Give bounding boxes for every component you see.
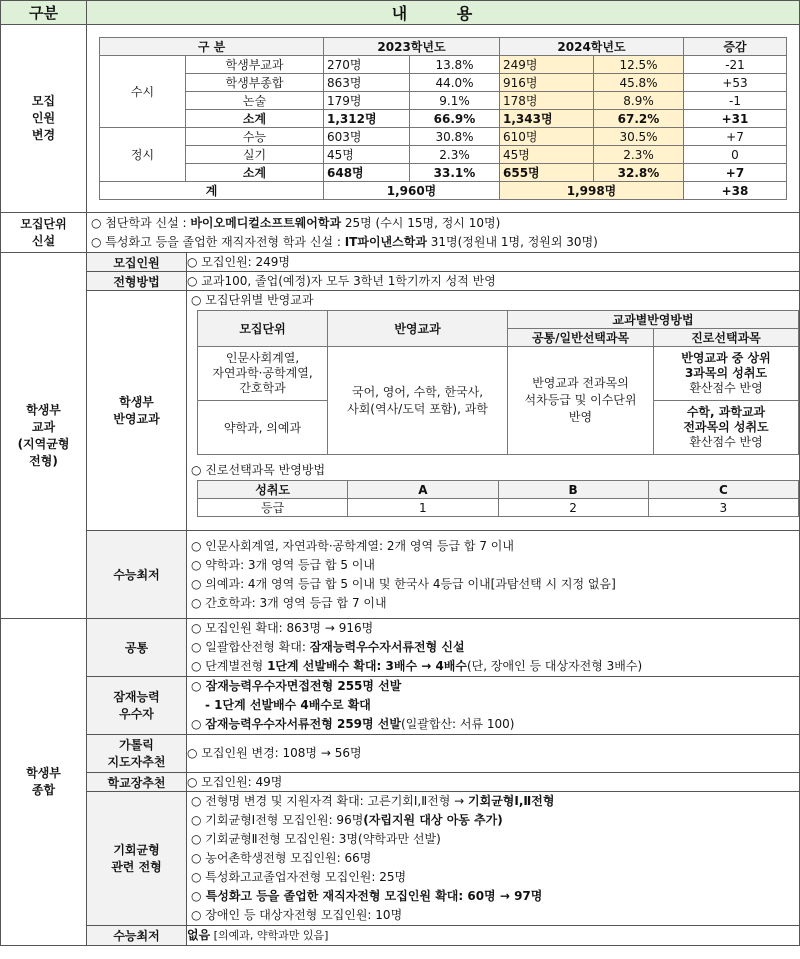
quota-head-diff: 증감 (684, 38, 787, 56)
school-text: ○ 모집인원: 49명 (187, 773, 800, 792)
unit-section (1, 213, 800, 253)
subject-table (197, 310, 799, 455)
row-name: 소계 (186, 164, 324, 182)
common-line-2: ○ 일괄합산전형 확대: 잠재능력우수자서류전형 신설 (187, 638, 799, 657)
cell: 32.8% (594, 164, 684, 182)
gyogwa-r2-label: 전형방법 (87, 272, 187, 291)
cell: +31 (684, 110, 787, 128)
cell: 9.1% (410, 92, 500, 110)
grade-cell: 3 (648, 499, 798, 517)
gyogwa-r4-label: 수능최저 (87, 531, 187, 619)
grade-cell: 1 (348, 499, 498, 517)
potential-line-3: ○ 잠재능력우수자서류전형 259명 선발(일괄합산: 서류 100) (187, 715, 799, 734)
equal-line-3: ○ 기회균형Ⅱ전형 모집인원: 3명(약학과만 선발) (187, 830, 799, 849)
common-label: 공통 (87, 619, 187, 677)
equal-label: 기회균형 관련 전형 (87, 792, 187, 926)
header-content: 내 용 (87, 1, 800, 25)
csat-line: ○ 의예과: 4개 영역 등급 합 5 이내 및 한국사 4등급 이내[과탐선택 시 지정 없음] (187, 575, 799, 594)
header-gubun: 구분 (1, 1, 87, 25)
cell: 1,343명 (500, 110, 594, 128)
grade-table (197, 480, 799, 517)
cell: 33.1% (410, 164, 500, 182)
total-label: 계 (100, 182, 324, 200)
subject-list: 국어, 영어, 수학, 한국사, 사회(역사/도덕 포함), 과학 (328, 347, 508, 455)
grade-head: B (498, 481, 648, 499)
cell: 12.5% (594, 56, 684, 74)
cell: 30.8% (410, 128, 500, 146)
cell: 8.9% (594, 92, 684, 110)
cell: 13.8% (410, 56, 500, 74)
subject-head-common: 공통/일반선택과목 (508, 329, 654, 347)
total-row (100, 182, 787, 200)
table-row (100, 74, 787, 92)
subject-career-1: 반영교과 중 상위 3과목의 성취도 환산점수 반영 (654, 347, 799, 401)
cell: +7 (684, 128, 787, 146)
subject-head-method: 교과별반영방법 (508, 311, 799, 329)
subject-common-method: 반영교과 전과목의 석차등급 및 이수단위 반영 (508, 347, 654, 455)
equal-line-4: ○ 농어촌학생전형 모집인원: 66명 (187, 849, 799, 868)
table-row (100, 146, 787, 164)
cell: 603명 (324, 128, 410, 146)
cell: 67.2% (594, 110, 684, 128)
unit-label: 모집단위 신설 (1, 213, 87, 253)
gyogwa-r1-label: 모집인원 (87, 253, 187, 272)
cell: 863명 (324, 74, 410, 92)
subject-unit-2: 약학과, 의예과 (198, 401, 328, 455)
row-name: 학생부교과 (186, 56, 324, 74)
susi-label: 수시 (100, 56, 186, 128)
csat-line: ○ 약학과: 3개 영역 등급 합 5 이내 (187, 556, 799, 575)
equal-line-6: ○ 특성화고 등을 졸업한 재직자전형 모집인원 확대: 60명 → 97명 (187, 887, 799, 906)
table-row (100, 128, 787, 146)
cell: 30.5% (594, 128, 684, 146)
row-name: 소계 (186, 110, 324, 128)
equal-line-7: ○ 장애인 등 대상자전형 모집인원: 10명 (187, 906, 799, 925)
unit-line-1: ○ 첨단학과 신설 : 바이오메디컬소프트웨어학과 25명 (수시 15명, 정시 10명) (87, 214, 799, 233)
total-2023: 1,960명 (324, 182, 500, 200)
cell: 655명 (500, 164, 594, 182)
gyogwa-r3-label: 학생부 반영교과 (87, 291, 187, 531)
equal-line-5: ○ 특성화고교졸업자전형 모집인원: 25명 (187, 868, 799, 887)
quota-head-2023: 2023학년도 (324, 38, 500, 56)
header-row (1, 1, 800, 25)
csat-line: ○ 인문사회계열, 자연과학·공학계열: 2개 영역 등급 합 7 이내 (187, 537, 799, 556)
potential-line-1: ○ 잠재능력우수자면접전형 255명 선발 (187, 677, 799, 696)
jonghap-label: 학생부 종합 (1, 619, 87, 946)
common-line-3: ○ 단계별전형 1단계 선발배수 확대: 3배수 → 4배수(단, 장애인 등 대상자전형 3배수) (187, 657, 799, 676)
grade-head: A (348, 481, 498, 499)
cell: 45명 (324, 146, 410, 164)
unit-line-2: ○ 특성화고 등을 졸업한 재직자전형 학과 신설 : IT파이낸스학과 31명(정원내 1명, 정원외 30명) (87, 233, 799, 252)
cell: -1 (684, 92, 787, 110)
equal-line-2: ○ 기회균형Ⅰ전형 모집인원: 96명(자립지원 대상 아동 추가) (187, 811, 799, 830)
gyogwa-r3-title: ○ 모집단위별 반영교과 (187, 291, 799, 310)
row-name: 수능 (186, 128, 324, 146)
total-2024: 1,998명 (500, 182, 684, 200)
quota-head-gubun: 구 분 (100, 38, 324, 56)
quota-head-2024: 2024학년도 (500, 38, 684, 56)
gyogwa-r1-text: ○ 모집인원: 249명 (187, 253, 800, 272)
catholic-label: 가톨릭 지도자추천 (87, 735, 187, 773)
grade-cell: 2 (498, 499, 648, 517)
gyogwa-label: 학생부 교과 (지역균형 전형) (1, 253, 87, 619)
table-row (100, 164, 787, 182)
cell: 0 (684, 146, 787, 164)
quota-table (99, 37, 787, 200)
grade-head: C (648, 481, 798, 499)
table-row (100, 92, 787, 110)
cell: +7 (684, 164, 787, 182)
table-row (100, 56, 787, 74)
cell: 249명 (500, 56, 594, 74)
grade-head: 성취도 (198, 481, 348, 499)
cell: 2.3% (594, 146, 684, 164)
cell: 1,312명 (324, 110, 410, 128)
cell: 66.9% (410, 110, 500, 128)
cell: 178명 (500, 92, 594, 110)
quota-section (1, 25, 800, 213)
potential-label: 잠재능력 우수자 (87, 677, 187, 735)
subject-head-unit: 모집단위 (198, 311, 328, 347)
grade-cell: 등급 (198, 499, 348, 517)
subject-unit-1: 인문사회계열, 자연과학·공학계열, 간호학과 (198, 347, 328, 401)
subject-career-2: 수학, 과학교과 전과목의 성취도 환산점수 반영 (654, 401, 799, 455)
min-text: 없음 [의예과, 약학과만 있음] (187, 926, 800, 946)
catholic-text: ○ 모집인원 변경: 108명 → 56명 (187, 735, 800, 773)
potential-line-2: - 1단계 선발배수 4배수로 확대 (205, 698, 371, 712)
row-name: 학생부종합 (186, 74, 324, 92)
subject-head-career: 진로선택과목 (654, 329, 799, 347)
table-row (100, 110, 787, 128)
cell: 2.3% (410, 146, 500, 164)
school-label: 학교장추천 (87, 773, 187, 792)
subject-head-subj: 반영교과 (328, 311, 508, 347)
gyogwa-r2-text: ○ 교과100, 졸업(예정)자 모두 3학년 1학기까지 성적 반영 (187, 272, 800, 291)
cell: 648명 (324, 164, 410, 182)
cell: 610명 (500, 128, 594, 146)
quota-label: 모집 인원 변경 (1, 25, 87, 213)
min-label: 수능최저 (87, 926, 187, 946)
common-line-1: ○ 모집인원 확대: 863명 → 916명 (187, 619, 799, 638)
jeongsi-label: 정시 (100, 128, 186, 182)
cell: 44.0% (410, 74, 500, 92)
cell: 45명 (500, 146, 594, 164)
cell: 270명 (324, 56, 410, 74)
total-diff: +38 (684, 182, 787, 200)
cell: 916명 (500, 74, 594, 92)
row-name: 실기 (186, 146, 324, 164)
cell: +53 (684, 74, 787, 92)
equal-line-1: ○ 전형명 변경 및 지원자격 확대: 고른기회Ⅰ,Ⅱ전형 → 기회균형Ⅰ,Ⅱ전형 (187, 792, 799, 811)
cell: 179명 (324, 92, 410, 110)
career-title: ○ 진로선택과목 반영방법 (187, 461, 799, 480)
cell: 45.8% (594, 74, 684, 92)
row-name: 논술 (186, 92, 324, 110)
csat-line: ○ 간호학과: 3개 영역 등급 합 7 이내 (187, 594, 799, 613)
cell: -21 (684, 56, 787, 74)
